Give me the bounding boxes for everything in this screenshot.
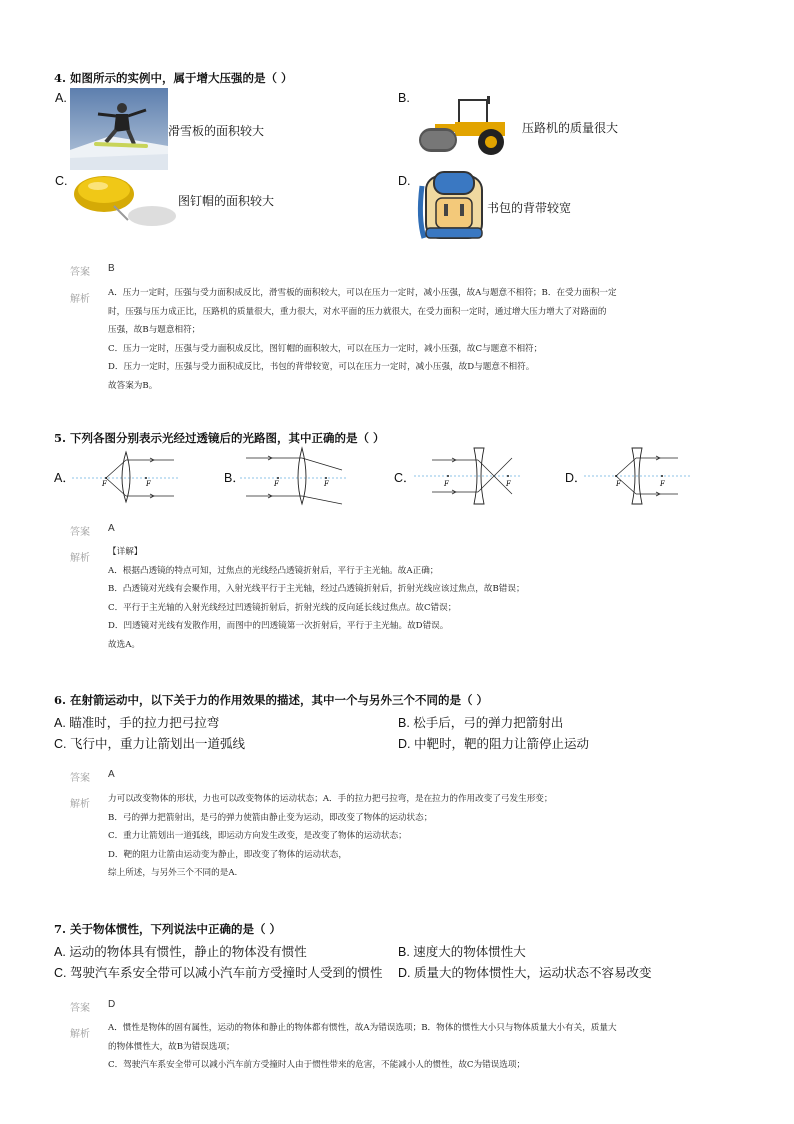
q5-explain-label: 解析 <box>70 553 90 564</box>
q4-caption-d: 书包的背带较宽 <box>487 201 572 215</box>
q6-option-a[interactable]: A. 瞄准时，手的拉力把弓拉弯 <box>54 716 220 730</box>
explain-line: 时，压强与压力成正比，压路机的质量很大，重力很大，对水平面的压力就很大，在受力面积一定时，通过增大压力增大了对路面的 <box>108 306 607 317</box>
q6-option-b[interactable]: B. 松手后，弓的弹力把箭射出 <box>398 716 564 730</box>
explain-line: 故答案为B。 <box>108 380 158 391</box>
focus-label: F <box>506 480 511 488</box>
focus-label: F <box>102 480 107 488</box>
q6-option-c[interactable]: C. 飞行中，重力让箭划出一道弧线 <box>54 737 245 751</box>
q5-title: 5. 下列各图分别表示光经过透镜后的光路图，其中正确的是（ ） <box>54 431 385 445</box>
q4-option-d-letter[interactable]: D. <box>398 174 411 188</box>
q4-caption-c: 图钉帽的面积较大 <box>178 194 275 208</box>
q5-answer: A <box>108 523 115 534</box>
q7-title: 7. 关于物体惯性，下列说法中正确的是（ ） <box>54 922 282 936</box>
convex-lens-diagram-a <box>70 448 180 504</box>
q6-option-d[interactable]: D. 中靶时，靶的阻力让箭停止运动 <box>398 737 589 751</box>
focus-label: F <box>274 480 279 488</box>
q4-caption-a: 滑雪板的面积较大 <box>168 124 265 138</box>
q6-explanation <box>108 790 553 883</box>
q7-option-c[interactable]: C. 驾驶汽车系安全带可以减小汽车前方受撞时人受到的惯性 <box>54 966 383 980</box>
focus-label: F <box>146 480 151 488</box>
concave-lens-diagram-c <box>412 446 524 506</box>
q4-option-c-letter[interactable]: C. <box>55 174 68 188</box>
focus-label: F <box>444 480 449 488</box>
concave-lens-diagram-d <box>582 446 694 506</box>
explain-line: 压强，故B与题意相符； <box>108 325 201 335</box>
q7-option-b[interactable]: B. 速度大的物体惯性大 <box>398 945 526 959</box>
q5-explanation <box>108 543 525 654</box>
convex-lens-diagram-b <box>238 446 348 506</box>
q6-explain-label: 解析 <box>70 799 90 810</box>
explain-line: D．靶的阻力让箭由运动变为静止，即改变了物体的运动状态， <box>108 849 347 860</box>
focus-label: F <box>616 480 621 488</box>
explain-line: 综上所述，与另外三个不同的是A. <box>108 868 238 878</box>
explain-line: A．根据凸透镜的特点可知，过焦点的光线经凸透镜折射后，平行于主光轴。故A正确； <box>108 565 439 576</box>
q6-answer-label: 答案 <box>70 773 90 784</box>
q7-explanation <box>108 1019 617 1075</box>
q4-option-a-letter[interactable]: A. <box>55 91 67 105</box>
backpack-image <box>412 168 490 242</box>
q6-title: 6. 在射箭运动中，以下关于力的作用效果的描述，其中一个与另外三个不同的是（ ） <box>54 693 489 707</box>
q7-option-a[interactable]: A. 运动的物体具有惯性，静止的物体没有惯性 <box>54 945 307 959</box>
q7-option-d[interactable]: D. 质量大的物体惯性大，运动状态不容易改变 <box>398 966 652 980</box>
q5-option-c[interactable]: C． <box>394 471 416 485</box>
q5-option-a[interactable]: A． <box>54 471 75 485</box>
q4-option-b-letter[interactable]: B. <box>398 91 410 105</box>
q4-explain-label: 解析 <box>70 294 90 305</box>
thumbtack-image <box>70 172 178 234</box>
q7-answer: D <box>108 999 116 1010</box>
explain-line: 的物体惯性大，故B为错误选项； <box>108 1041 235 1052</box>
road-roller-image <box>415 94 515 156</box>
q5-answer-label: 答案 <box>70 527 90 538</box>
explain-line: C．压力一定时，压强与受力面积成反比，图钉帽的面积较大，可以在压力一定时，减小压强，故C与题意不相符； <box>108 343 543 354</box>
snowboarder-image <box>70 88 168 170</box>
q4-answer-label: 答案 <box>70 267 90 278</box>
explain-line: D．凹透镜对光线有发散作用，而图中的凹透镜第一次折射后，平行于主光轴。故D错误。 <box>108 621 449 631</box>
focus-label: F <box>660 480 665 488</box>
explain-line: B．凸透镜对光线有会聚作用，入射光线平行于主光轴，经过凸透镜折射后，折射光线应该过焦点，故B错误； <box>108 584 525 594</box>
focus-label: F <box>324 480 329 488</box>
explain-line: B．弓的弹力把箭射出，是弓的弹力使箭由静止变为运动，即改变了物体的运动状态； <box>108 812 433 823</box>
explain-line: 力可以改变物体的形状，力也可以改变物体的运动状态；A．手的拉力把弓拉弯，是在拉力的作用改变了弓发生形变； <box>108 794 553 804</box>
q7-explain-label: 解析 <box>70 1029 90 1040</box>
q4-answer: B <box>108 263 115 274</box>
q5-option-d[interactable]: D． <box>565 471 587 485</box>
q4-explanation <box>108 284 617 395</box>
explain-line: C．重力让箭划出一道弧线，即运动方向发生改变，是改变了物体的运动状态； <box>108 831 407 841</box>
q6-answer: A <box>108 769 115 780</box>
explain-line: A．惯性是物体的固有属性，运动的物体和静止的物体都有惯性，故A为错误选项；B．物体的惯性大小只与物体质量大小有关，质量大 <box>108 1023 617 1033</box>
explain-line: D．压力一定时，压强与受力面积成反比，书包的背带较宽，可以在压力一定时，减小压强，故D与题意不相符。 <box>108 362 535 372</box>
q4-caption-b: 压路机的质量很大 <box>522 121 619 135</box>
explain-line: 【详解】 <box>108 547 143 557</box>
q7-answer-label: 答案 <box>70 1003 90 1014</box>
explain-line: 故选A。 <box>108 639 140 650</box>
q5-option-b[interactable]: B． <box>224 471 245 485</box>
explain-line: C．平行于主光轴的入射光线经过凹透镜折射后，折射光线的反向延长线过焦点。故C错误； <box>108 602 457 613</box>
explain-line: A．压力一定时，压强与受力面积成反比，滑雪板的面积较大，可以在压力一定时，减小压强，故A与题意不相符；B．在受力面积一定 <box>108 288 617 298</box>
explain-line: C．驾驶汽车系安全带可以减小汽车前方受撞时人由于惯性带来的危害，不能减小人的惯性，故C为错误选项； <box>108 1060 526 1070</box>
q4-title: 4. 如图所示的实例中，属于增大压强的是（ ） <box>54 71 293 85</box>
